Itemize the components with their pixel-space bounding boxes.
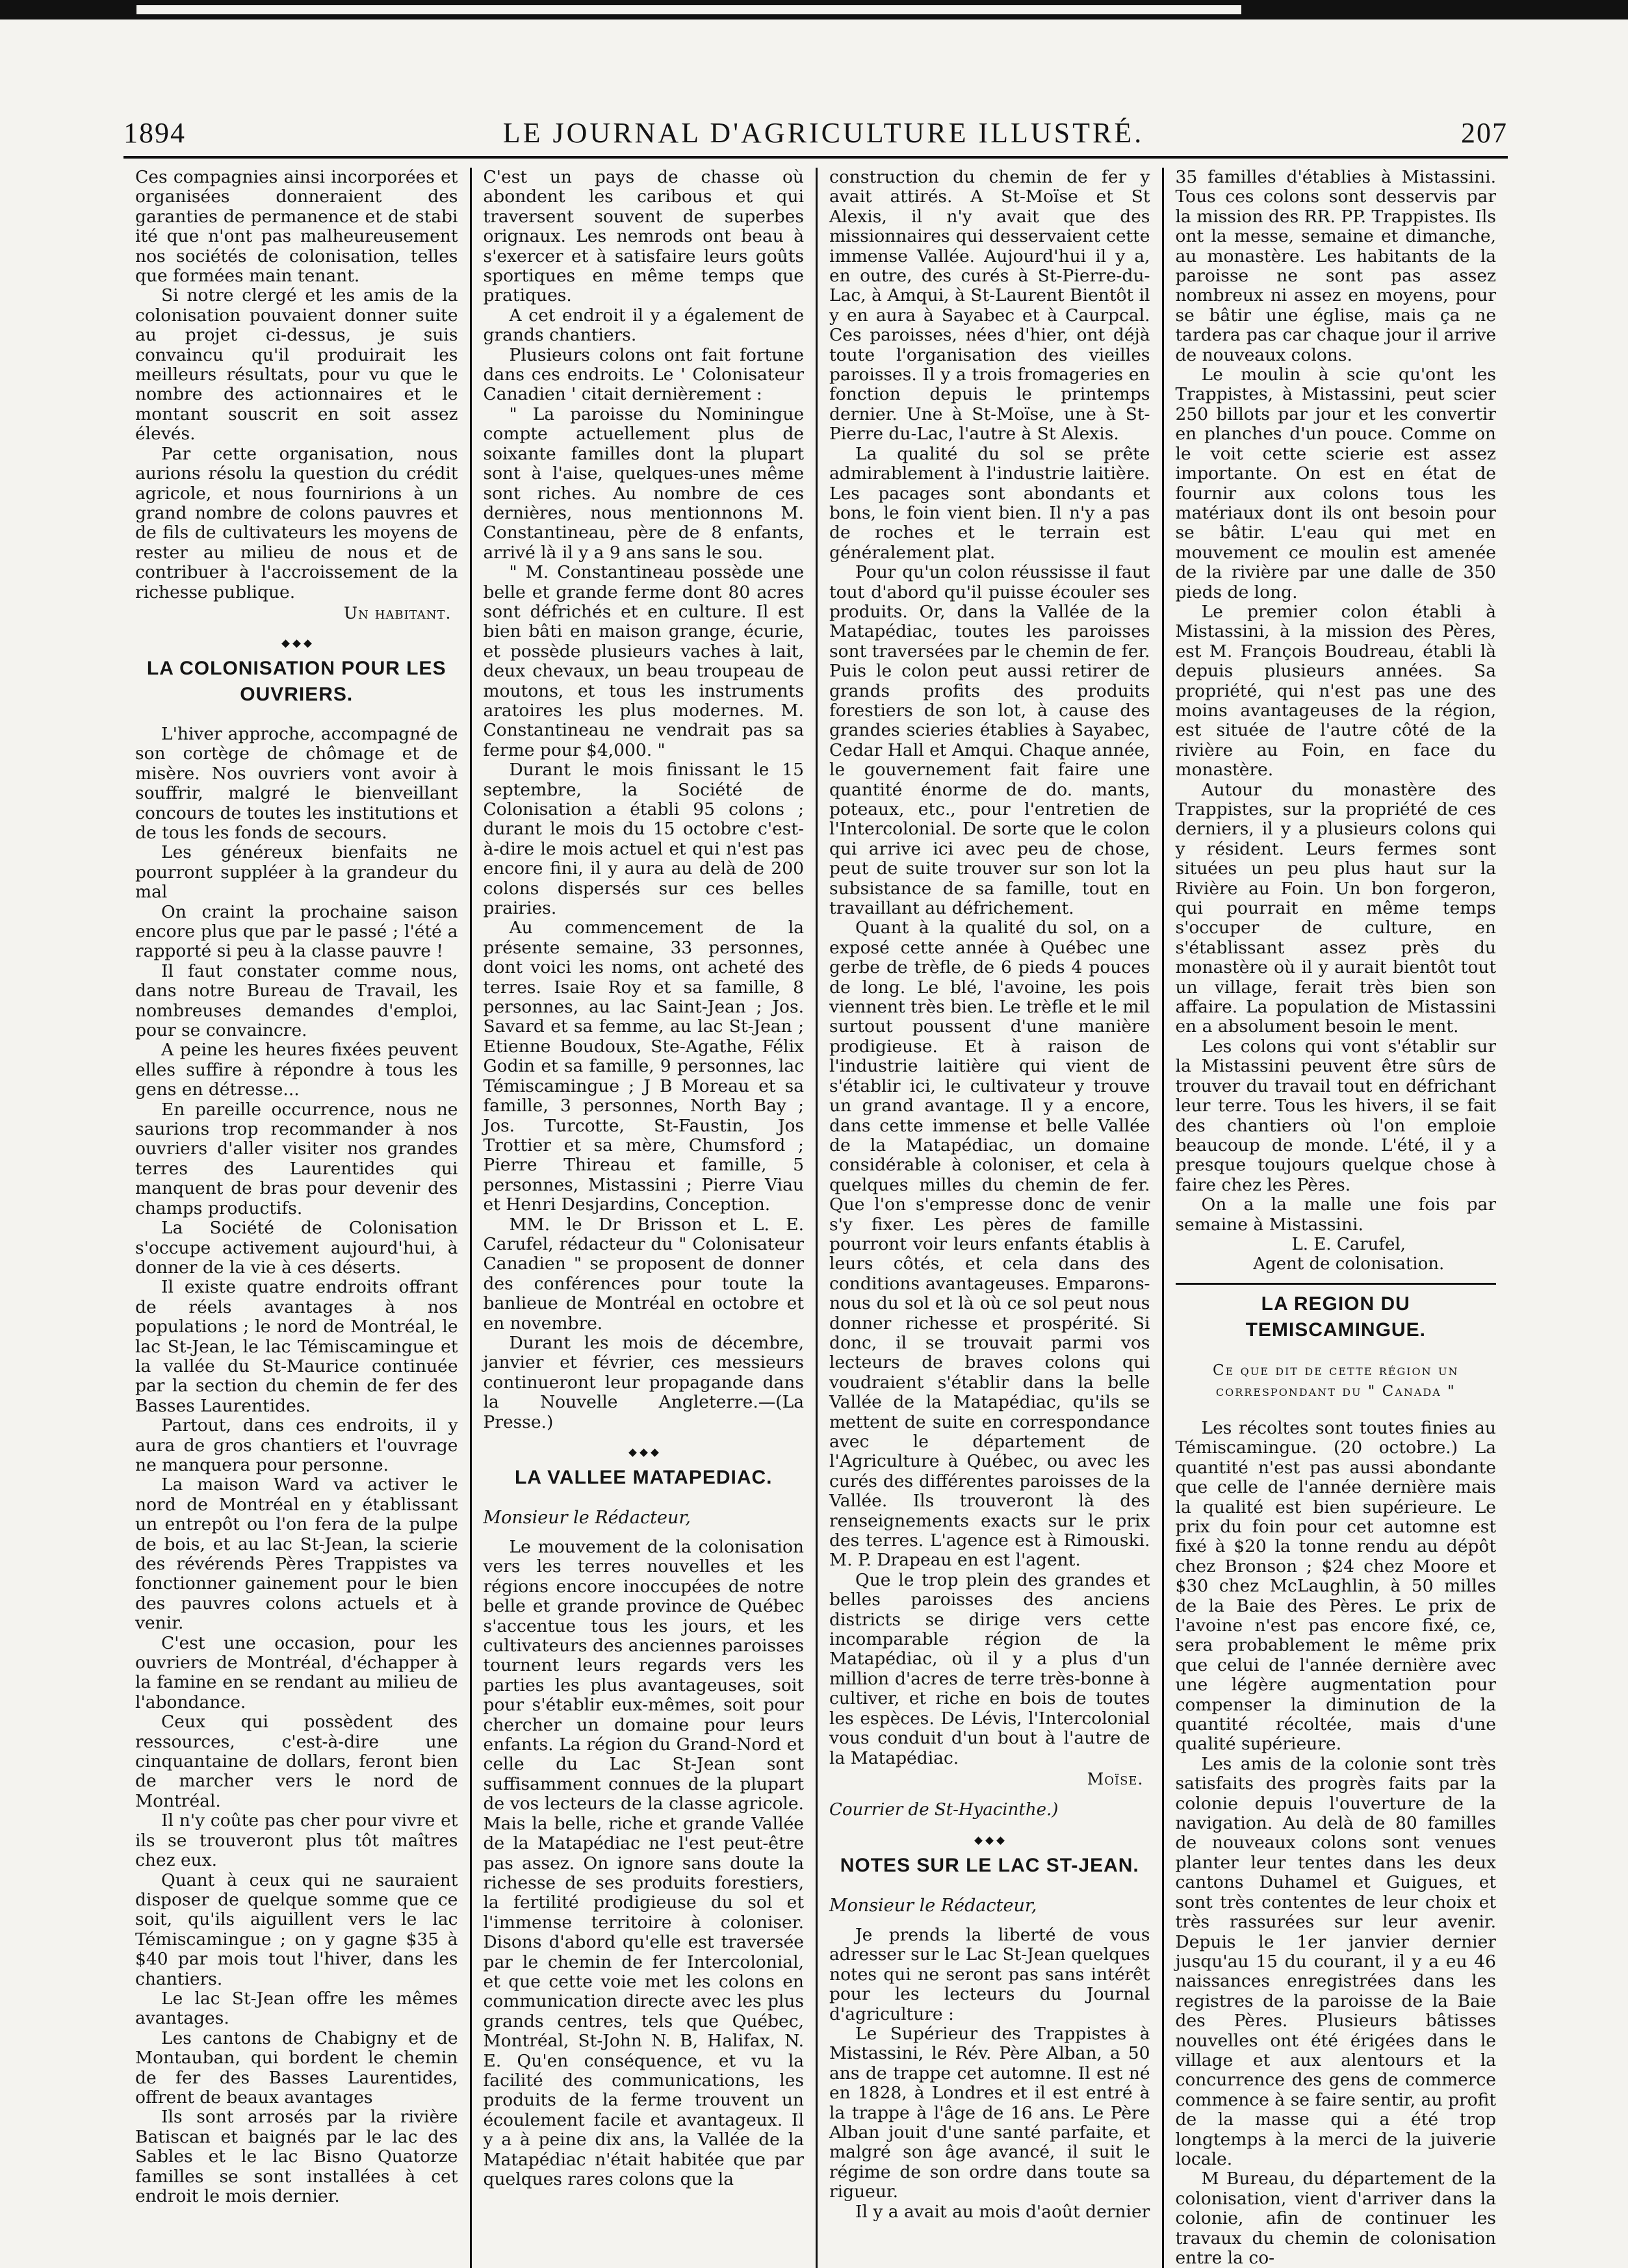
paragraph: Autour du monastère des Trappistes, sur la propriété de ces derniers, il y a plusieurs colons qui y résident. Leurs fermes sont situées un peu plus haut sur la Rivière au Foin. Un bon forgeron, qui pourrait en même temps s'occuper de culture, en s'établissant assez près du monastère où il y aurait bientôt tout un village, ferait très bien son affaire. La population de Mistassini en a absolument besoin le ment. [1175,779,1496,1037]
paragraph: Il faut constater comme nous, dans notre Bureau de Travail, les nombreuses demandes d'emploi, pour se convaincre. [135,960,458,1041]
paragraph: On a la malle une fois par semaine à Mistassini. [1175,1194,1496,1235]
article-heading: LA VALLEE MATAPEDIAC. [514,1467,773,1488]
salutation: Monsieur le Rédacteur, [483,1508,691,1528]
paragraph: Il existe quatre endroits offrant de réels avantages à nos populations ; le nord de Montréal, le lac St-Jean, le lac Témiscamingue et la vallée du St-Maurice continuée par la section du chemin de fer des Basses Laurentides. [135,1277,458,1416]
paragraph: Que le trop plein des grandes et belles paroisses des anciens districts se dirige vers cette incomparable région de la Matapédiac, où il y a plus d'un million d'acres de terre très-bonne à cultiver, et riche en bois de toutes les espèces. De Lévis, l'Intercolonial vous conduit d'un bout à l'autre de la Matapédiac. [829,1569,1150,1768]
paragraph: " M. Constantineau possède une belle et grande ferme dont 80 acres sont défrichés et en culture. Il est bien bâti en maison grange, écurie, et possède plusieurs vaches à lait, deux chevaux, un beau troupeau de moutons, et tous les instruments aratoires les plus modernes. M. Constantineau ne vendrait pas sa ferme pour $4,000. " [483,562,804,760]
article-heading: LA COLONISATION POUR LES OUVRIERS. [146,657,446,705]
paragraph: Durant le mois finissant le 15 septembre, la Société de Colonisation a établi 95 colons ; durant le mois du 15 octobre c'est-à-dire le mois actuel et qui n'est pas encore fini, il y aura au delà de 200 colons dispersés sur ces belles prairies. [483,760,804,919]
paragraph: Quant à ceux qui ne sauraient disposer de quelque somme que ce soit, qu'ils aiguillent vers le lac Témiscamingue ; on y gagne $35 à $40 par mois tout l'hiver, dans les chantiers. [135,1870,458,1989]
paragraph: Le moulin à scie qu'ont les Trappistes, à Mistassini, peut scier 250 billots par jour et les convertir en planches d'un pouce. Comme on le voit cette scierie est assez importante. On est en état de fournir aux colons tous les matériaux dont ils ont besoin pour se bâtir. L'eau qui met en mouvement ce moulin est amenée de la rivière par une dalle de 350 pieds de long. [1175,365,1496,602]
section-rule [1176,1283,1497,1285]
paragraph: C'est une occasion, pour les ouvriers de Montréal, d'échapper à la famine en se rendant au milieu de l'abondance. [135,1632,458,1712]
signature-name: L. E. Carufel, [1291,1234,1406,1254]
separator-ornament [135,635,458,649]
article-heading: NOTES SUR LE LAC ST-JEAN. [840,1854,1139,1876]
paragraph: Le lac St-Jean offre les mêmes avantages. [135,1988,458,2029]
paragraph: " La paroisse du Nominingue compte actuellement plus de soixante familles dont la plupart sont à l'aise, quelques-unes même sont riches. Au nombre de ces dernières, nous mentionnons M. Constantineau, père de 8 enfants, arrivé là il y a 9 ans sans le sou. [483,404,804,563]
paragraph: 35 familles d'établies à Mistassini. Tous ces colons sont desservis par la mission des RR. PP. Trappistes. Ils ont la messe, semaine et dimanche, au monastère. Les habitants de la paroisse ne sont pas assez nombreux ni assez en moyens, pour se bâtir une église, mais ça ne tardera pas car chaque jour il arrive de nouveaux colons. [1175,167,1496,365]
article-source: Courrier de St-Hyacinthe.) [829,1799,1059,1820]
column-4 [1162,168,1508,2268]
article-signature: Un habitant. [343,603,452,623]
paragraph: Plusieurs colons ont fait fortune dans ces endroits. Le ' Colonisateur Canadien ' citait dernièrement : [483,344,804,405]
column-1 [123,168,470,2268]
page-header [123,104,1508,149]
journal-title: LE JOURNAL D'AGRICULTURE ILLUSTRÉ. [502,117,1144,149]
signature-title: Agent de colonisation. [1253,1254,1445,1274]
paragraph: Partout, dans ces endroits, il y aura de gros chantiers et l'ouvrage ne manquera pour personne. [135,1415,458,1475]
paragraph: Le Supérieur des Trappistes à Mistassini, le Rév. Père Alban, a 50 ans de trappe cet automne. Il est né en 1828, à Londres et il est entré à la trappe à l'âge de 16 ans. Le Père Alban jouit d'une santé parfaite, et malgré son âge avancé, il suit le régime de son ordre dans toute sa rigueur. [829,2023,1150,2202]
paragraph: On craint la prochaine saison encore plus que par le passé ; l'été a rapporté si peu à la classe pauvre ! [135,901,458,962]
paragraph: Si notre clergé et les amis de la colonisation pouvaient donner suite au projet ci-dessus, je suis convaincu qu'il produirait les meilleurs résultats, pour vu que le nombre des actionnaires et le montant souscrit en soit assez élevés. [135,285,458,445]
column-3 [816,168,1162,2268]
paragraph: Durant les mois de décembre, janvier et février, ces messieurs continueront leur propagande dans la Nouvelle Angleterre.—(La Presse.) [483,1332,804,1432]
paragraph: La maison Ward va activer le nord de Montréal en y établissant un entrepôt ou l'on fera de la pulpe de bois, et au lac St-Jean, la scierie des révérends Pères Trappistes va fonctionner gainement pour le bien des pauvres colons actuels et à venir. [135,1475,458,1634]
salutation: Monsieur le Rédacteur, [829,1895,1037,1916]
paragraph: Par cette organisation, nous aurions résolu la question du crédit agricole, et nous fournirions à un grand nombre de colons pauvres et de fils de cultivateurs les moyens de rester au milieu de nous et de contribuer à l'accroissement de la richesse publique. [135,443,458,602]
paragraph: En pareille occurrence, nous ne saurions trop recommander à nos ouvriers d'aller visiter nos grandes terres des Laurentides qui manquent de bras pour devenir des champs productifs. [135,1099,458,1218]
paragraph: A peine les heures fixées peuvent elles suffire à répondre à tous les gens en détresse... [135,1040,458,1100]
paragraph: Au commencement de la présente semaine, 33 personnes, dont voici les noms, ont acheté des terres. Isaie Roy et sa famille, 8 personnes, au lac Saint-Jean ; Jos. Savard et sa femme, au lac St-Jean ; Etienne Boudoux, Ste-Agathe, Félix Godin et sa famille, 9 personnes, lac Témiscamingue ; J B Moreau et sa famille, 3 personnes, North Bay ; Jos. Turcotte, St-Faustin, Jos Trottier et sa mère, Chumsford ; Pierre Thireau et famille, 5 personnes, Mistassini ; Pierre Viau et Henri Desjardins, Conception. [483,918,804,1215]
paragraph: A cet endroit il y a également de grands chantiers. [483,305,804,346]
paragraph: Il y a avait au mois d'août dernier [855,2201,1150,2222]
page-number: 207 [1460,117,1508,149]
paragraph: Je prends la liberté de vous adresser sur le Lac St-Jean quelques notes qui ne seront pas sans intérêt pour les lecteurs du Journal d'agriculture : [829,1924,1150,2024]
header-rule [123,156,1508,159]
paragraph: construction du chemin de fer y avait attirés. A St-Moïse et St Alexis, il n'y avait que des missionnaires qui desservaient cette immense Vallée. Aujourd'hui il y a, en outre, des curés à St-Pierre-du-Lac, à Amqui, à St-Laurent Bientôt il y en aura à Sayabec et à Caurpcal. Ces paroisses, nées d'hier, ont déjà toute l'organisation des vieilles paroisses. Il y a trois fromageries en fonction depuis le printemps dernier. Une à St-Moïse, une à St-Pierre du-Lac, l'autre à St Alexis. [829,167,1150,445]
paragraph: Ces compagnies ainsi incorporées et organisées donneraient des garanties de permanence et de stabi ité que n'ont pas malheureusement nos sociétés de colonisation, telles que formées main tenant. [135,167,458,287]
column-2 [470,168,816,2268]
paragraph: L'hiver approche, accompagné de son cortège de chômage et de misère. Nos ouvriers vont avoir à souffrir, malgré le bienveillant concours de toutes les institutions et de tous les fonds de secours. [135,723,458,843]
article-signature: Moïse. [1087,1769,1144,1788]
article-subheading: Ce que dit de cette région un correspondant du " Canada " [1213,1361,1459,1400]
paragraph: Les généreux bienfaits ne pourront suppléer à la grandeur du mal [135,842,458,903]
paragraph: Le premier colon établi à Mistassini, à la mission des Pères, est M. François Boudreau, établi là depuis plusieurs années. Sa propriété, qui n'est pas une des moins avantageuses de la région, est située de l'autre côté de la rivière au Foin, en face du monastère. [1175,601,1496,780]
paragraph: Ils sont arrosés par la rivière Batiscan et baignés par le lac des Sables et le lac Bisno Quatorze familles se sont installées à cet endroit le mois dernier. [135,2107,458,2206]
article-heading: LA REGION DU TEMISCAMINGUE. [1245,1293,1426,1341]
paragraph: La Société de Colonisation s'occupe activement aujourd'hui, à donner de la vie à ces déserts. [135,1218,458,1278]
paragraph: Les cantons de Chabigny et de Montauban, qui bordent le chemin de fer des Basses Laurentides, offrent de beaux avantages [135,2028,458,2107]
paragraph: C'est un pays de chasse où abondent les caribous et qui traversent souvent de superbes orignaux. Les nemrods ont beau à s'exercer et à satisfaire leurs goûts sportiques en même temps que pratiques. [483,167,804,306]
paragraph: Il n'y coûte pas cher pour vivre et ils se trouveront plus tôt maîtres chez eux. [135,1811,458,1871]
paragraph: Pour qu'un colon réussisse il faut tout d'abord qu'il puisse écouler ses produits. Or, dans la Vallée de la Matapédiac, toutes les paroisses sont traversées par le chemin de fer. Puis le colon peut aussi retirer de grands profits des produits forestiers de son lot, à cause des grandes scieries établies à Sayabec, Cedar Hall et Amqui. Chaque année, le gouvernement fait faire une quantité énorme de do. mants, poteaux, etc., pour l'entretien de l'Intercolonial. De sorte que le colon qui arrive ici avec peu de chose, peut de suite trouver sur son lot la subsistance de sa famille, tout en travaillant au défrichement. [829,562,1150,919]
paragraph: La qualité du sol se prête admirablement à l'industrie laitière. Les pacages sont abondants et bons, le foin vient bien. Il n'y a pas de roches et le terrain est généralement plat. [829,443,1150,563]
paragraph: Quant à la qualité du sol, on a exposé cette année à Québec une gerbe de trèfle, de 6 pieds 4 pouces de long. Le blé, l'avoine, les pois viennent très bien. Le trèfle et le mil surtout poussent d'une manière prodigieuse. Et à raison de l'industrie laitière qui vient de s'établir ici, le cultivateur y trouve un grand avantage. Il y a encore, dans cette immense et belle Vallée de la Matapédiac, un domaine considérable à coloniser, et cela à quelques milles du chemin de fer. Que l'on s'empresse donc de venir s'y fixer. Les pères de famille pourront voir leurs enfants établis à leurs côtés, et cela dans des conditions avantageuses. Emparons-nous du sol et là où ce sol peut nous donner richesse et prospérité. Si donc, il se trouvait parmi vos lecteurs de braves colons qui voudraient s'établir dans la belle Vallée de la Matapédiac, qu'ils se mettent de suite en correspondance avec le département de l'Agriculture à Québec, ou avec les curés des différentes paroisses de la Vallée. Ils trouveront là des renseignements exacts sur le prix des terres. L'agence est à Rimouski. M. P. Drapeau en est l'agent. [829,918,1150,1571]
paragraph: Les récoltes sont toutes finies au Témiscamingue. (20 octobre.) La quantité n'est pas aussi abondante que celle de l'année dernière mais la qualité est bien supérieure. Le prix du foin pour cet automne est fixé à $20 la tonne rendu au dépôt chez Bronson ; $24 chez Moore et $30 chez McLaughlin, à 50 milles de la Baie des Pères. Le prix de l'avoine n'est pas encore fixé, ce, sera probablement le même prix que celui de l'année dernière avec une légère augmentation pour compenser la diminution de la quantité récoltée, mais d'une qualité supérieure. [1175,1417,1496,1755]
separator-ornament [484,1444,805,1458]
paragraph: Les colons qui vont s'établir sur la Mistassini peuvent être sûrs de trouver du travail tout en défrichant leur terre. Tous les hivers, il se fait des chantiers où l'on emploie beaucoup de monde. L'été, il y a presque toujours quelque chose à faire chez les Pères. [1175,1036,1496,1195]
newspaper-page [123,167,1508,2268]
top-border-band [0,0,1628,19]
paragraph: MM. le Dr Brisson et L. E. Carufel, rédacteur du " Colonisateur Canadien " se proposent de donner des conférences pour toute la banlieue de Montréal en octobre et en novembre. [483,1214,804,1334]
header-year: 1894 [123,117,186,149]
paragraph: Ceux qui possèdent des ressources, c'est-à-dire une cinquantaine de dollars, feront bien de marcher vers le nord de Montréal. [135,1712,458,1811]
paragraph: Le mouvement de la colonisation vers les terres nouvelles et les régions encore inoccupées de notre belle et grande province de Québec s'accentue tous les jours, et les cultivateurs des anciennes paroisses tournent leurs regards vers les parties les plus avantageuses, soit pour s'établir eux-mêmes, soit pour chercher un domaine pour leurs enfants. La région du Grand-Nord et celle du Lac St-Jean sont suffisamment connues de la plupart de vos lecteurs de la classe agricole. Mais la belle, riche et grande Vallée de la Matapédiac ne l'est peut-être pas assez. On ignore sans doute la richesse de ses produits forestiers, la fertilité prodigieuse du sol et l'immense territoire à coloniser. Disons d'abord qu'elle est traversée par le chemin de fer Intercolonial, et que cette voie met les colons en communication directe avec les plus grands centres, tels que Québec, Montréal, St-John N. B, Halifax, N. E. Qu'en conséquence, et vu la facilité des communications, les produits de la ferme trouvent un écoulement facile et avantageux. Il y a à peine dix ans, la Vallée de la Matapédiac n'était habitée que par quelques rares colons que la [483,1537,804,2189]
paragraph: Les amis de la colonie sont très satisfaits des progrès faits par la colonie depuis l'ouverture de la navigation. Au delà de 80 familles de nouveaux colons sont venues planter leur tentes dans les deux cantons Duhamel et Guigues, et sont très contentes de leur choix et très rassurées sur leur avenir. Depuis le 1er janvier dernier jusqu'au 15 du courant, il y a eu 46 naissances enregistrées dans les registres de la paroisse de la Baie des Pères. Plusieurs bâtisses nouvelles ont été érigées dans le village et aux alentours et la concurrence des gens de commerce commence à se faire sentir, au profit de la masse qui a été trop longtemps à la merci de la juiverie locale. [1175,1753,1496,2169]
paragraph: M Bureau, du département de la colonisation, vient d'arriver dans la colonie, afin de continuer les travaux du chemin de colonisation entre la co- [1175,2169,1496,2268]
separator-ornament [829,1832,1150,1846]
